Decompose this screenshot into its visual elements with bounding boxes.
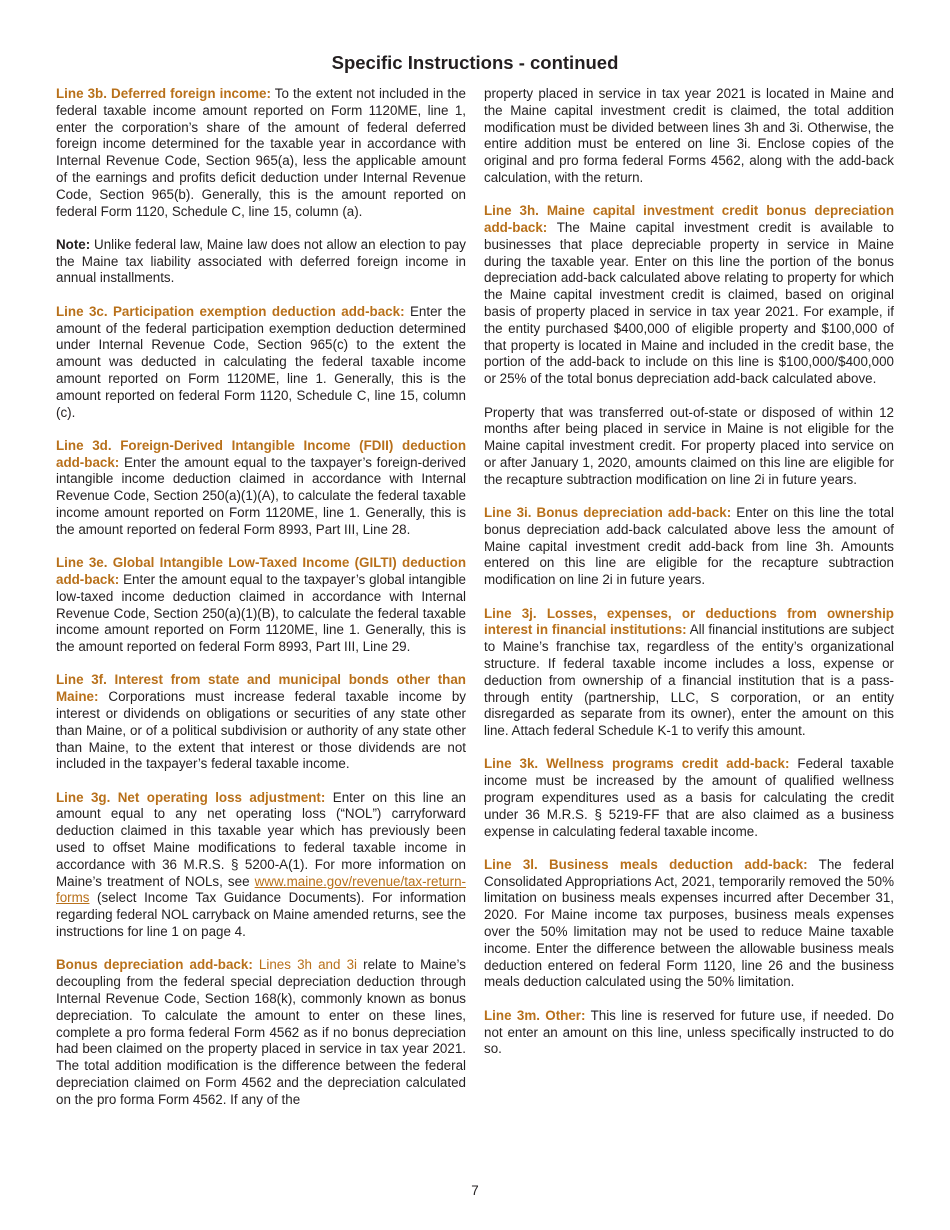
body-note: Unlike federal law, Maine law does not allow an election to pay the Maine tax liability associated with deferred foreign income in annual installments. (56, 236, 466, 286)
body-line-3c: Enter the amount of the federal participation exemption deduction determined under Internal Revenue Code, Section 965(c) to the extent the amount was deducted in calculating the federal taxable income amount reported on Form 1120ME, line 1. Generally, this is the amount reported on federal Form 1120, Schedule C, line 15, column (c). (56, 303, 467, 420)
para-line-3g (56, 790, 466, 941)
body-line-3k: Federal taxable income must be increased by the amount of qualified wellness program expenditures used as a basis for calculating the credit under 36 M.R.S. § 5219-FF that are also claimed as a business expense in calculating federal taxable income. (484, 756, 894, 839)
body-line-3g-part1: Enter on this line an amount equal to any net operating loss (“NOL”) carryforward deduction claimed in this taxable year which has previously been used to offset Maine modifications to federal taxable income in accordance with 36 M.R.S. § 5200-A(1). For more information on Maine’s treatment of NOLs, see (56, 789, 466, 889)
heading-line-3k: Line 3k. Wellness programs credit add-back: (484, 756, 790, 772)
heading-line-3m: Line 3m. Other: (484, 1007, 586, 1023)
page-number: 7 (471, 1183, 479, 1198)
para-line-3h (484, 203, 894, 388)
body-line-3d: Enter the amount equal to the taxpayer’s foreign-derived intangible income deduction claimed in accordance with Internal Revenue Code, Section 250(a)(1)(A), to calculate the federal taxable income amount reported on Form 1120ME, line 1. Generally, this is the amount reported on federal Form 8993, Part III, Line 28. (56, 454, 466, 537)
para-continued: property placed in service in tax year 2021 is located in Maine and the Maine capital investment credit is claimed, the total addition modification must be divided between lines 3h and 3i. Otherwise, the entire addition must be entered on line 3i. Enclose copies of the original and pro forma federal Forms 4562, along with the add-back calculation, with the return. (484, 86, 894, 185)
body-line-3l: The federal Consolidated Appropriations Act, 2021, temporarily removed the 50% limitation on business meals expenses incurred after December 31, 2020. For Maine income tax purposes, business meals expenses over the 50% limitation may not be used to reduce Maine taxable income. Enter the difference between the allowable business meals deduction entered on federal Form 1120, line 26 and the business meals deduction calculated using the 50% limitation. (484, 856, 894, 990)
body-line-3i: Enter on this line the total bonus depreciation add-back calculated above less the amount of Maine capital investment credit add-back from line 3h. Amounts entered on this line are eligible for the recapture subtraction modification on line 2i in future years. (484, 505, 894, 588)
para-line-3i (484, 505, 894, 589)
para-line-3d (56, 438, 466, 539)
body-line-3g-part2: (select Income Tax Guidance Documents). For information regarding federal NOL carryback on Maine amended returns, see the instructions for line 1 on page 4. (56, 890, 466, 940)
para-line-3c (56, 304, 466, 422)
heading-line-3d: Line 3d. Foreign-Derived Intangible Income (FDII) deduction add-back: (56, 437, 466, 470)
right-column (484, 86, 894, 1075)
body-line-3m: This line is reserved for future use, if needed. Do not enter an amount on this line, unless specifically instructed to do so. (484, 1007, 894, 1057)
para-line-3f (56, 672, 466, 773)
heading-line-3c: Line 3c. Participation exemption deduction add-back: (56, 303, 405, 319)
para-property-transfer (484, 405, 894, 489)
heading-note: Note: (56, 236, 91, 252)
left-column (56, 86, 466, 1125)
page-title: Specific Instructions - continued (331, 52, 619, 73)
para-line-3j (484, 606, 894, 740)
para-line-3l (484, 857, 894, 991)
heading-line-3i: Line 3i. Bonus depreciation add-back: (484, 505, 732, 521)
heading-line-3j: Line 3j. Losses, expenses, or deductions from ownership interest in financial institutions: (484, 605, 894, 638)
heading-bonus-depreciation: Bonus depreciation add-back: (56, 957, 253, 973)
body-line-3e: Enter the amount equal to the taxpayer’s global intangible low-taxed income deduction claimed in accordance with Internal Revenue Code, Section 250(a)(1)(B), to calculate the federal taxable income amount reported on Form 1120ME, line 1. Generally, this is the amount reported on federal Form 8993, Part III, Line 29. (56, 571, 466, 655)
maine-revenue-link[interactable]: www.maine.gov/revenue/tax-return-forms (56, 873, 466, 906)
para-line-3k (484, 756, 894, 840)
lines-3h-3i-reference: Lines 3h and 3i (252, 957, 358, 973)
heading-line-3l: Line 3l. Business meals deduction add-back: (484, 856, 808, 872)
body-property-transfer: Property that was transferred out-of-state or disposed of within 12 months after being placed in service in Maine is not eligible for the Maine capital investment credit. For property placed into service on or after January 1, 2020, amounts claimed on this line are eligible for the recapture subtraction modification on line 2i in future years. (484, 404, 894, 487)
heading-line-3h: Line 3h. Maine capital investment credit bonus depreciation add-back: (484, 203, 894, 236)
para-line-3e (56, 555, 466, 656)
heading-line-3b: Line 3b. Deferred foreign income: (56, 86, 271, 101)
body-line-3h: The Maine capital investment credit is available to businesses that place depreciable property in service in Maine during the taxable year. Enter on this line the portion of the bonus depreciation add-back calculated above relating to property for which the Maine capital investment credit is claimed, based on original basis of property placed in service in tax year 2021. For example, if the entity purchased $400,000 of eligible property and $100,000 of that property is located in Maine and included in the credit base, the portion of the add-back to include on this line is $100,000/$400,000 or 25% of the total bonus depreciation add-back calculated above. (484, 220, 894, 387)
heading-line-3e: Line 3e. Global Intangible Low-Taxed Income (GILTI) deduction add-back: (56, 555, 466, 587)
heading-line-3g: Line 3g. Net operating loss adjustment: (56, 789, 326, 805)
body-bonus-depreciation: relate to Maine’s decoupling from the federal special depreciation deduction through Internal Revenue Code, Section 168(k), commonly known as bonus depreciation. To calculate the amount to enter on these lines, complete a pro forma federal Form 4562 as if no bonus depreciation had been claimed on the property placed in service in tax year 2021. The total addition modification is the difference between the federal depreciation claimed on Form 4562 and the depreciation calculated on the pro forma Form 4562. If any of the (56, 957, 466, 1107)
heading-line-3f: Line 3f. Interest from state and municipal bonds other than Maine: (56, 672, 466, 705)
para-bonus-depreciation (56, 957, 466, 1108)
body-line-3j: All financial institutions are subject to Maine’s franchise tax, regardless of the entity’s organizational structure. If federal taxable income includes a loss, expense or deduction from ownership of a financial institution that is a pass-through entity (partnership, LLC, S corporation, or an entity disregarded as separate from its owner), enter the amount on this line. Attach federal Schedule K-1 to verify this amount. (484, 622, 895, 739)
body-line-3b: To the extent not included in the federal taxable income amount reported on Form 1120ME, line 1, enter the corporation’s share of the amount of federal deferred foreign income determined for the taxable year in accordance with Internal Revenue Code, Section 965(a), less the applicable amount of the earnings and profits deficit deduction under Internal Revenue Code, Section 965(b). Generally, this is the amount reported on federal Form 1120, Schedule C, line 15, column (a). (56, 86, 467, 219)
para-note (56, 237, 466, 287)
para-line-3b (56, 86, 466, 220)
body-line-3f: Corporations must increase federal taxable income by interest or dividends on obligations or securities of any state other than Maine, or of a political subdivision or authority of any state other than Maine, to the extent that interest or those dividends are not included in the taxpayer’s federal taxable income. (56, 689, 466, 772)
para-line-3m (484, 1008, 894, 1058)
